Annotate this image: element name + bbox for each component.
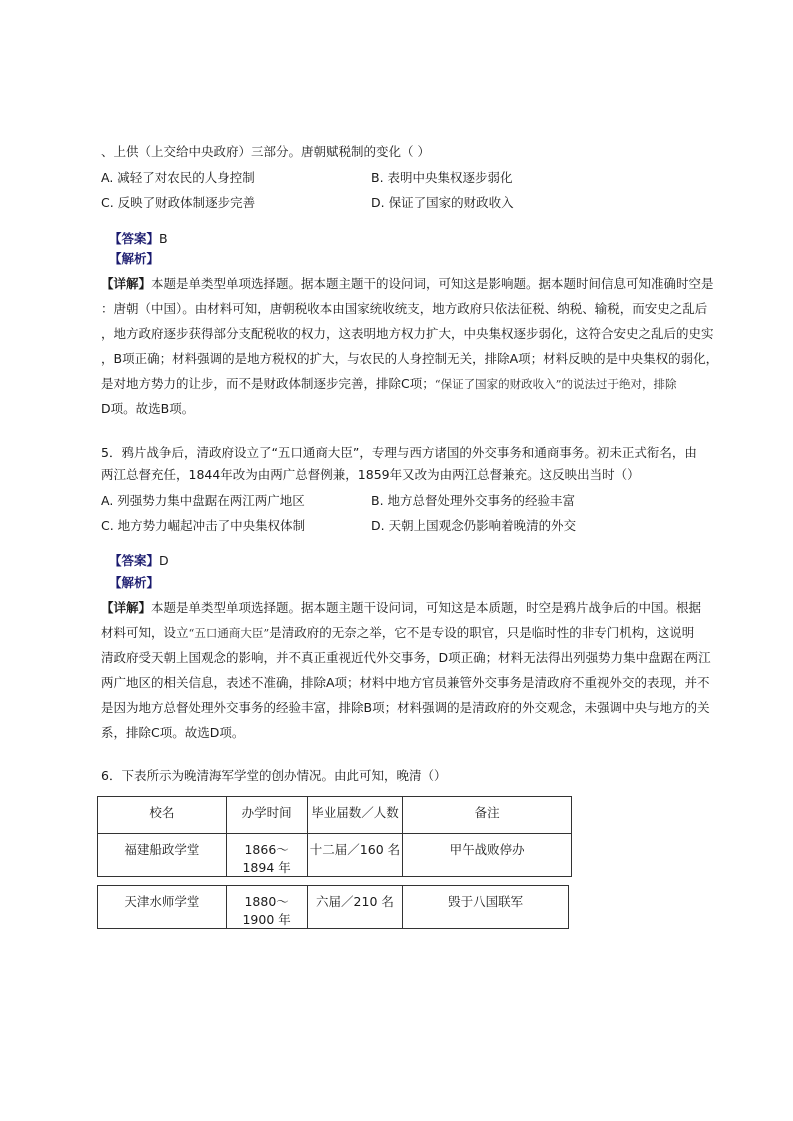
q6-stem: 6．下表所示为晚清海军学堂的创办情况。由此可知，晚清（） xyxy=(101,768,447,783)
q3-answer-value: B xyxy=(159,231,168,246)
table-header-cell: 校名 xyxy=(98,797,227,834)
q5-option-b: B. 地方总督处理外交事务的经验丰富 xyxy=(371,493,576,508)
table-cell: 1880～1900 年 xyxy=(226,886,307,929)
q5-option-d: D. 天朝上国观念仍影响着晚清的外交 xyxy=(371,518,577,533)
q5-detail-line-6: 系，排除C项。故选D项。 xyxy=(101,725,245,740)
table-header-row xyxy=(98,797,572,834)
q3-detail-label: 【详解】 xyxy=(101,276,152,291)
q5-detail-line-4: 两广地区的相关信息，表述不准确，排除A项；材料中地方官员兼管外交事务是清政府不重视外交的表现，并不 xyxy=(101,675,710,690)
q3-option-c: C. 反映了财政体制逐步完善 xyxy=(101,195,256,210)
q3-detail-quote: “保证了国家的财政收入”的说法过于绝对，排除 xyxy=(434,377,677,391)
table-cell: 福建船政学堂 xyxy=(98,834,227,877)
school-table-1 xyxy=(97,796,572,877)
table-cell: 十二届／160 名 xyxy=(307,834,403,877)
q3-detail-line-3: ，地方政府逐步获得部分支配税收的权力，这表明地方权力扩大，中央集权逐步弱化，这符合安史之乱后的史实 xyxy=(101,326,714,341)
q3-detail-line-1: 【详解】本题是单类型单项选择题。据本题主题干的设问词，可知这是影响题。据本题时间信息可知准确时空是 xyxy=(101,276,714,291)
table-cell: 六届／210 名 xyxy=(307,886,403,929)
q5-detail-label: 【详解】 xyxy=(101,600,152,615)
q3-answer xyxy=(109,231,168,247)
q5-detail-line-3: 清政府受天朝上国观念的影响，并不真正重视近代外交事务，D项正确；材料无法得出列强势力集中盘踞在两江 xyxy=(101,650,711,665)
q3-answer-label: 【答案】 xyxy=(109,231,160,246)
q5-analysis-label: 【解析】 xyxy=(109,575,160,590)
q3-option-a: A. 减轻了对农民的人身控制 xyxy=(101,170,255,185)
q5-option-c: C. 地方势力崛起冲击了中央集权体制 xyxy=(101,518,306,533)
table-cell: 天津水师学堂 xyxy=(98,886,227,929)
q5-answer-value: D xyxy=(159,553,169,568)
table-cell: 甲午战败停办 xyxy=(403,834,572,877)
table-cell: 毁于八国联军 xyxy=(403,886,569,929)
table-header-cell: 办学时间 xyxy=(226,797,307,834)
table-row xyxy=(98,886,569,929)
school-table-2 xyxy=(97,885,569,929)
table-cell: 1866～1894 年 xyxy=(226,834,307,877)
q5-answer xyxy=(109,553,169,569)
table-header-cell: 毕业届数／人数 xyxy=(307,797,403,834)
q5-stem-line-2: 两江总督充任，1844年改为由两广总督例兼，1859年又改为由两江总督兼充。这反映出当时（） xyxy=(101,467,640,482)
table-row xyxy=(98,834,572,877)
q3-option-d: D. 保证了国家的财政收入 xyxy=(371,195,514,210)
q5-answer-label: 【答案】 xyxy=(109,553,160,568)
q3-detail-line-5: 是对地方势力的让步，而不是财政体制逐步完善，排除C项；“保证了国家的财政收入”的说法过于绝对，排除 xyxy=(101,376,677,391)
q5-detail-quote: “五口通商大臣” xyxy=(188,626,270,640)
q3-stem-tail: 、上供（上交给中央政府）三部分。唐朝赋税制的变化（ ） xyxy=(101,144,430,159)
q5-stem-line-1: 5．鸦片战争后，清政府设立了“五口通商大臣”，专理与西方诸国的外交事务和通商事务。初未正式衔名，由 xyxy=(101,445,697,460)
q5-detail-line-5: 是因为地方总督处理外交事务的经验丰富，排除B项；材料强调的是清政府的外交观念，未强调中央与地方的关 xyxy=(101,700,710,715)
q5-detail-line-1: 【详解】本题是单类型单项选择题。据本题主题干设问词，可知这是本质题，时空是鸦片战争后的中国。根据 xyxy=(101,600,702,615)
q3-option-b: B. 表明中央集权逐步弱化 xyxy=(371,170,513,185)
q3-analysis-label: 【解析】 xyxy=(109,251,160,266)
q3-detail-line-2: ：唐朝（中国）。由材料可知，唐朝税收本由国家统收统支，地方政府只依法征税、纳税、输税，而安史之乱后 xyxy=(101,301,708,316)
q5-option-a: A. 列强势力集中盘踞在两江两广地区 xyxy=(101,493,305,508)
q3-detail-line-6: D项。故选B项。 xyxy=(101,401,195,416)
q3-detail-line-4: ，B项正确；材料强调的是地方税权的扩大，与农民的人身控制无关，排除A项；材料反映的是中央集权的弱化， xyxy=(101,351,719,366)
table-header-cell: 备注 xyxy=(403,797,572,834)
q5-detail-line-2: 材料可知，设立“五口通商大臣”是清政府的无奈之举，它不是专设的职官，只是临时性的非专门机构，这说明 xyxy=(101,625,695,640)
